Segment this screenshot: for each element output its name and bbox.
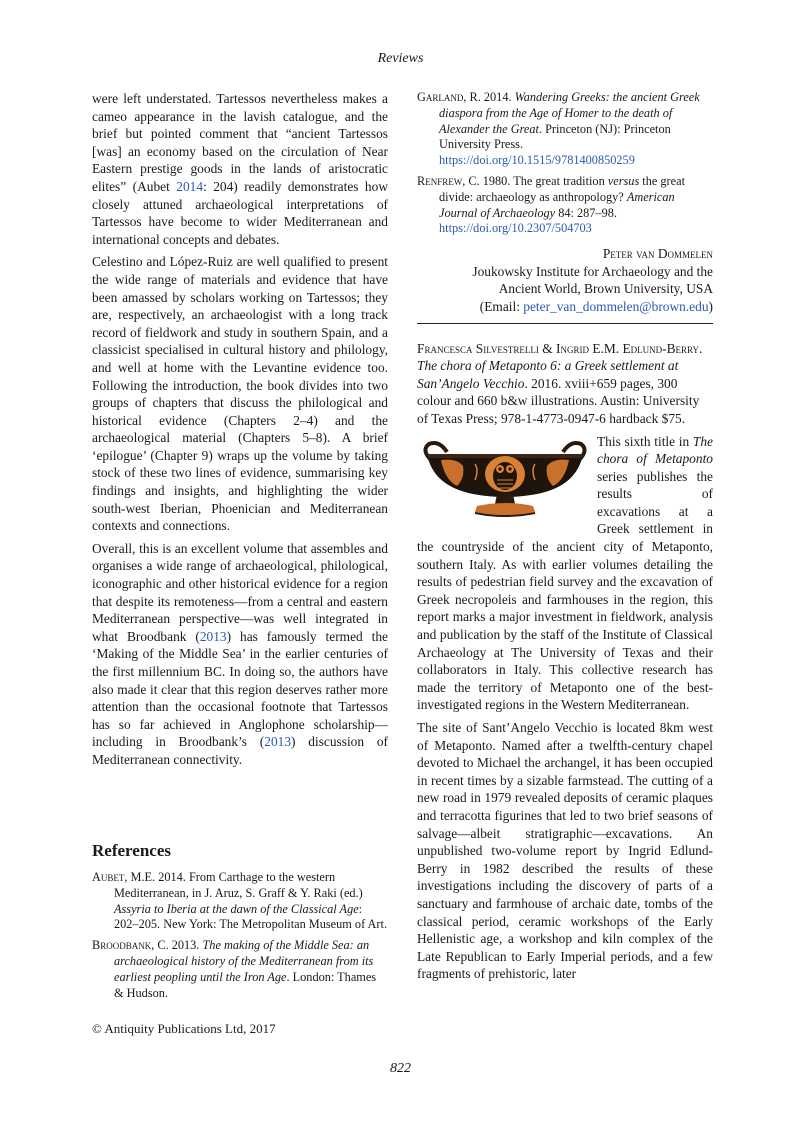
doi-link-garland[interactable]: https://doi.org/10.1515/9781400850259 [439,153,635,168]
left-paragraph-1: were left understated. Tartessos nevertheless makes a cameo appearance in the lavish catalogue, and the brief but pointed comment that “ancient Tartessos [was] an economy based on the circulation of Near Eastern prestige goods in the lands of aristocratic elites” (Aubet 2014: 204) readily demonstrates how closely attuned archaeological interpretations of Tartessos have become to wider Mediterranean and international concepts and debates. [92,91,388,247]
section-divider [417,323,713,324]
doi-link-renfrew[interactable]: https://doi.org/10.2307/504703 [439,221,592,236]
book-title: The chora of Metaponto 6: a Greek settlement at San’Angelo Vecchio [417,358,679,391]
citation-link-broodbank-2013[interactable]: 2013 [199,628,227,644]
reviewer-email-line: (Email: peter_van_dommelen@brown.edu) [479,298,713,314]
reference-renfrew: Renfrew, C. 1980. The great tradition versus the great divide: archaeology as anthropology? American Journal of Archaeology 84: 287–98. https://doi.org/10.2307/504703 [417,173,685,236]
references-list-left [92,870,388,1006]
reviewer-signature [417,245,713,315]
reviewer-name: Peter van Dommelen [602,246,713,262]
reviewer-affiliation-line-1: Joukowsky Institute for Archaeology and the [472,263,713,279]
running-head: Reviews [377,51,424,66]
reference-aubet: Aubet, M.E. 2014. From Carthage to the western Mediterranean, in J. Aruz, S. Graff & Y. Raki (ed.) Assyria to Iberia at the dawn of the Classical Age: 202–205. New York: The Metropolitan Museum of Art. [92,870,388,932]
citation-link-broodbank-2013-second[interactable]: 2013 [264,734,292,750]
kylix-figure [417,436,593,524]
copyright-notice: © Antiquity Publications Ltd, 2017 [92,1021,276,1036]
book-details: . 2016. xviii+659 pages, 300 colour and 660 b&w illustrations. Austin: University of Texas Press; 978-1-4773-0947-6 hardback $75. [417,375,700,426]
book-review-paragraph-1: This sixth title in The chora of Metaponto series publishes the results of excavations at a Greek settlement in the countryside of the ancient city of Metaponto, southern Italy. As with earlier volumes detailing the results of pedestrian field survey and the excavation of Greek necropoleis and farmhouses in the region, this report marks a major investment in fieldwork, analysis and publication by the staff of the Institute of Classical Archaeology at The University of Texas and their collaborators in Italy. This collective research has made the territory of Metaponto one of the best-investigated regions in the Western Mediterranean. [417,433,713,713]
book-review-paragraph-2: The site of Sant’Angelo Vecchio is located 8km west of Metaponto. Named after a twelfth-century chapel devoted to Michael the archangel, it has been occupied in recent times by a sizable farmstead. The cutting of a new road in 1979 revealed deposits of ceramic plaques and terracotta figurines that led to two brief seasons of salvage—albeit stratigraphic—excavations. An unpublished two-volume report by Ingrid Edlund-Berry in 1982 described the results of these investigations including the discovery of parts of a sanctuary and farmhouse of archaic date, tombs of the classical period, ceramic workshops of the Early Hellenistic age, a workshop and kiln complex of the Late Republican to Early Imperial periods, and a few fragments of prehistoric, later [417,720,713,982]
kylix-owl-image [417,436,593,524]
reference-broodbank: Broodbank, C. 2013. The making of the Middle Sea: an archaeological history of the Mediterranean from its earliest peopling until the Iron Age. London: Thames & Hudson. [92,938,377,1000]
left-paragraph-3: Overall, this is an excellent volume that assembles and organises a wide range of archaeological, philological, iconographic and other historical evidence for a region that despite its remoteness—from a central and eastern Mediterranean perspective—was well integrated in what Broodbank (2013) has famously termed the ‘Making of the Middle Sea’ in the earlier centuries of the first millennium BC. In doing so, the authors have also made it clear that this region deserves rather more attention than the occasional footnote that Tartessos has so far achieved in Anglophone scholarship—including in Broodbank’s (2013) discussion of Mediterranean connectivity. [92,540,389,767]
right-column [417,90,713,988]
left-paragraph-2: Celestino and López-Ruiz are well qualified to present the wide range of materials and evidence that have been amassed by scholars working on Tartessos; they are, respectively, an archaeologist with a long track record of fieldwork and study in southern Spain, and a classicist specialised in cultural history and philology, and well at home with the Levantine evidence too. Following the introduction, the book divides into two groups of chapters that discuss the philological and historical evidence (Chapters 2–4) and the archaeological material (Chapters 5–8). A brief ‘epilogue’ (Chapter 9) wraps up the volume by taking stock of these two lines of evidence, summarising key findings and insights, and highlighting the wider south-west Iberian, Phoenician and Mediterranean contexts and connections. [92,254,388,534]
citation-link-aubet-2014[interactable]: 2014 [176,178,204,194]
references-heading: References [92,841,171,860]
reviewer-email-link[interactable]: peter_van_dommelen@brown.edu [523,298,709,314]
reference-garland: Garland, R. 2014. Wandering Greeks: the ancient Greek diaspora from the Age of Homer to the death of Alexander the Great. Princeton (NJ): Princeton University Press. https://doi.org/10.1515/9781400850259 [417,90,700,168]
book-authors: Francesca Silvestrelli & Ingrid E.M. Edlund-Berry [417,340,700,356]
page-number: 822 [390,1061,411,1076]
reviewer-affiliation-line-2: Ancient World, Brown University, USA [498,281,713,297]
book-review-header: Francesca Silvestrelli & Ingrid E.M. Edlund-Berry. The chora of Metaponto 6: a Greek settlement at San’Angelo Vecchio. 2016. xviii+659 pages, 300 colour and 660 b&w illustrations. Austin: University of Texas Press; 978-1-4773-0947-6 hardback $75. [417,340,703,426]
left-column [92,90,388,774]
